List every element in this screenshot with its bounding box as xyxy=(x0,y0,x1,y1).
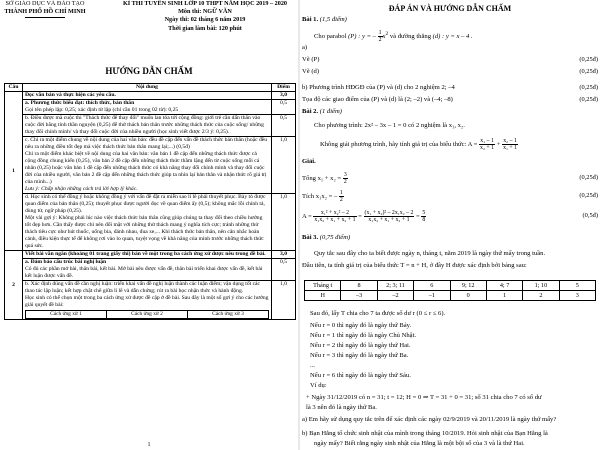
item-body: Một vài gợi ý: Không phải lúc nào việc thách thức bản thân cũng giúp chúng ta thay đổi theo chiều hướng tốt đẹp hơn. Cần thấy được chỉ nên đối mặt với những thử thách mang ý nghĩa tích cực; tránh những thử thách tiêu cực như hút thuốc, uống bia, đánh nhau, đua xe,... Khi thách thức bản thân, nên cân nhắc hoàn cảnh, điều kiện thực tế để không rơi vào lo quan, tuyệt vọng về khả năng của mình trước những thách thức quá sức. xyxy=(25,215,264,249)
numerator: 5 xyxy=(422,210,426,216)
table-row xyxy=(5,100,296,115)
table-cell: 3 xyxy=(559,291,595,301)
statement-text: Cho parabol xyxy=(314,33,347,41)
content-cell xyxy=(23,281,272,320)
approach-header: Cách ứng xử 3 xyxy=(188,311,269,319)
points-cell: 0,5 xyxy=(272,100,296,115)
bai1-heading xyxy=(302,16,598,24)
rule-item: Nếu r = 6 thì ngày đó là ngày thứ Sáu. xyxy=(310,372,411,379)
page-title: HƯỚNG DẪN CHẤM xyxy=(105,66,193,76)
approach-header: Cách ứng xử 1 xyxy=(26,311,107,319)
col-header-question: Câu xyxy=(5,84,23,92)
part-a-label: a) xyxy=(302,44,308,51)
bai3-label: Bài 3. xyxy=(302,234,319,241)
bai3-heading xyxy=(302,234,598,242)
item-note: Lưu ý: Chấp nhận những cách trả lời hợp lý khác. xyxy=(25,186,138,192)
table-row xyxy=(5,194,296,251)
line-formula: (d) : y = x – 4 . xyxy=(432,33,473,41)
content-cell: b. Điều được mà cuộc thi "Thách thức để thay đổi" muốn lan tỏa tới cộng đồng: giới trẻ cần dấn thân vào cuộc đời bằng tinh thần nguyện (0,25) để thử thách bản thân trước những thách thức của cuộc sống/ những thay đổi chính mình/ và thay đổi cuộc đời của nhiều người (học sinh viết được 2/3 ý: 0,25). xyxy=(23,115,272,137)
item-body: Có đủ các phần mở bài, thân bài, kết bài. Mở bài nêu được vấn đề, thân bài triển khai được vấn đề, kết bài kết luận được vấn đề. xyxy=(25,266,263,279)
table-cell: 0 xyxy=(450,291,486,301)
product-text: Tích x₁x₂ = – xyxy=(302,193,338,201)
exam-date: Ngày thi: 02 tháng 6 năm 2019 xyxy=(164,16,246,24)
question-b-cont: ngày mấy? Biết rằng ngày sinh nhật của Hằng là một bội số của 3 và là thứ Hai. xyxy=(314,440,525,447)
answer-key-title: ĐÁP ÁN VÀ HƯỚNG DẪN CHẤM xyxy=(388,4,512,13)
points-cell: 3,0 xyxy=(272,251,296,259)
fraction xyxy=(343,172,348,185)
item-title: a. Đảm bảo cấu trúc bài nghị luận xyxy=(25,259,107,265)
rule-text: Sau đó, lấy T chia cho 7 ta được số dư r (0 ≤ r ≤ 6). xyxy=(310,310,446,317)
points-cell: 1,0 xyxy=(272,194,296,251)
table-cell: –2 xyxy=(377,291,413,301)
bai2-question: Không giải phương trình, hãy tính giá trị của biểu thức: A = $\frac{\text{x₁ – 1}}{\text{x₂ + 1}}$ + $\frac{\text{x₂ – 1}}{\text{x₁ + 1}}$ xyxy=(320,138,518,151)
fraction: $\frac{\text{x₁ – 1}}{\text{x₂ + 1}}$ xyxy=(480,138,495,151)
table-row xyxy=(5,92,296,100)
table-cell: 2; 3; 11 xyxy=(377,281,413,291)
table-cell: 1; 10 xyxy=(523,281,559,291)
draw-p-points: (0,25đ) xyxy=(579,56,598,63)
part-b-points: (0,25đ) xyxy=(579,84,598,91)
question-a: a) Em hãy sử dụng quy tắc trên để xác định các ngày 02/9/2019 và 20/11/2019 là ngày thứ mấy? xyxy=(302,416,557,423)
points-cell: 0,5 xyxy=(272,259,296,281)
content-cell xyxy=(23,100,272,115)
bai3-text-1: Quy tắc sau đây cho ta biết được ngày n, tháng t, năm 2019 là ngày thứ mấy trong tuần. xyxy=(314,250,546,257)
denominator: 2 xyxy=(339,197,343,203)
table-row xyxy=(5,251,296,259)
part-b-points-2: (0,25đ) xyxy=(579,96,598,103)
numerator: 1 xyxy=(339,190,343,196)
approach-header: Cách ứng xử 2 xyxy=(107,311,188,319)
table-cell: 2 xyxy=(523,291,559,301)
bai2-statement: Cho phương trình: 2x² – 3x – 1 = 0 có 2 nghiệm là x₁, x₂. xyxy=(314,122,465,129)
item-body: b. Xác định đúng vấn đề cần nghị luận: triển khai vấn đề nghị luận thành các luận điểm; vận dụng tốt các thao tác lập luận; kết hợp chặt chẽ giữa lí lẽ và dẫn chứng; rút ra bài học nhận thức và hành động. xyxy=(25,281,261,294)
table-row xyxy=(5,137,296,194)
grading-table xyxy=(4,83,296,320)
expression-label: A = xyxy=(467,141,478,149)
table-row xyxy=(305,281,596,291)
row-label: Tháng t xyxy=(305,281,341,291)
bai2-points: (1 điểm) xyxy=(319,108,342,115)
h-lookup-table xyxy=(304,280,596,301)
table-row xyxy=(5,281,296,320)
item-body: c. Chỉ ra một điểm chung về nội dung của hai văn bản: đều đề cập đến vấn đề thách thức bản thân (hoặc đều nêu ra những điều tốt đẹp mà việc thách thức bản thân mang lại;...) (0,5đ) xyxy=(25,137,268,150)
fraction xyxy=(339,190,344,203)
example-line-2: là 3 nên đó là ngày thứ Ba. xyxy=(306,404,377,411)
fraction: $\frac{\text{(x₁ + x₂)² – 2x₁x₂ – 2}}{\text{x₁x₂ + x₁ + x₂ + 1}}$ xyxy=(364,210,414,223)
bai3-text-2: Đầu tiên, ta tính giá trị của biểu thức T = n + H, ở đây H được xác định bởi bảng sau: xyxy=(302,262,527,269)
rule-item: ... xyxy=(310,362,315,369)
exam-title: KÌ THI TUYỂN SINH LỚP 10 THPT NĂM HỌC 2019 – 2020 xyxy=(122,0,288,7)
row-label: H xyxy=(305,291,341,301)
question-b: b) Bạn Hằng tổ chức sinh nhật của mình trong tháng 10/2019. Hỏi sinh nhật của Bạn Hằng là xyxy=(302,430,548,437)
sum-text: Tổng x₁ + x₂ = xyxy=(302,175,342,183)
numerator: 3 xyxy=(343,172,347,178)
issuing-org-header xyxy=(0,0,90,18)
table-cell: –3 xyxy=(341,291,377,301)
product-line xyxy=(302,190,598,203)
final-points: (0,5đ) xyxy=(582,212,598,219)
table-cell: 8 xyxy=(341,281,377,291)
parabol-formula: (P) : y = – xyxy=(348,33,376,41)
rule-item: Nếu r = 3 thì ngày đó là ngày thứ Ba. xyxy=(310,352,409,359)
draw-d: Vẽ (d) xyxy=(302,68,320,75)
table-cell: 6 xyxy=(414,281,450,291)
question-number: 1 xyxy=(5,92,23,251)
example-label: Ví dụ: xyxy=(310,382,327,389)
question-text: Không giải phương trình, hãy tính giá trị của biểu thức: xyxy=(320,141,467,149)
item-body: Gọi tên phép lập: 0,25; xác định từ lập (chỉ cần 01 trong 02 từ): 0,25 xyxy=(25,107,179,113)
table-cell: 4; 7 xyxy=(486,281,522,291)
page-number: 1 xyxy=(147,442,151,448)
bai2-heading xyxy=(302,108,598,116)
fraction xyxy=(421,210,426,223)
section-heading: Viết bài văn ngắn (khoảng 01 trang giấy thi) bàn về một trong ba cách ứng xử được nêu trong đề bài. xyxy=(23,251,272,259)
fraction: $\frac{\text{x₁² + x₂² – 2}}{\text{x₁x₂ + x₁ + x₂ + 1}}$ xyxy=(314,210,356,223)
rule-item: Nếu r = 1 thì ngày đó là ngày Chủ Nhật. xyxy=(310,332,417,339)
bai1-label: Bài 1. xyxy=(302,16,319,23)
draw-p: Vẽ (P) xyxy=(302,56,320,63)
item-body: Học sinh có thể chọn một trong ba cách ứng xử được đề cập ở đề bài. Sau đây là một số gợi ý cho các hướng giải quyết đề bài: xyxy=(25,295,269,308)
points-cell: 0,5 xyxy=(272,115,296,137)
content-cell xyxy=(23,137,272,194)
table-cell: 1 xyxy=(486,291,522,301)
denominator: 2 xyxy=(343,179,347,185)
item-title: a. Phương thức biểu đạt: thích thức, bản thân xyxy=(25,100,135,106)
denominator: 2 xyxy=(378,37,382,44)
section-heading: Đọc văn bản và thực hiện các yêu cầu. xyxy=(23,92,272,100)
sum-points: (0,25đ) xyxy=(579,174,598,181)
table-header-row xyxy=(5,84,296,92)
part-b-line: b) Phương trình HĐGĐ của (P) và (d) cho 2 nghiệm 2; –4 xyxy=(302,84,455,91)
points-cell: 1,0 xyxy=(272,137,296,194)
approach-table xyxy=(25,310,269,319)
header-divider xyxy=(25,17,65,18)
part-b-line-2: Tọa độ các giao điểm của (P) và (d) là (2; –2) và (–4; –8) xyxy=(302,96,453,103)
rule-item: Nếu r = 2 thì ngày đó là ngày thứ Hai. xyxy=(310,342,411,349)
bai1-points: (1,5 điểm) xyxy=(319,16,347,23)
grading-guide-page xyxy=(0,0,298,450)
bai1-statement: Cho parabol (P) : y = – $\frac{1}{2}$ $x^2$ và đường thẳng (d) : y = x – 4 . xyxy=(314,30,473,44)
answer-key-page xyxy=(300,0,600,450)
points-cell: 1,0 xyxy=(272,281,296,320)
bai2-label: Bài 2. xyxy=(302,108,319,115)
exam-header xyxy=(112,0,298,33)
numerator: 1 xyxy=(378,30,382,37)
statement-text: và đường thẳng xyxy=(389,33,431,41)
solution-label xyxy=(302,158,598,166)
product-points: (0,25đ) xyxy=(579,192,598,199)
table-cell: 9; 12 xyxy=(450,281,486,291)
content-cell xyxy=(23,194,272,251)
question-number: 2 xyxy=(5,251,23,320)
item-body: d. Học sinh có thể đồng ý hoặc không đồng ý với vấn đề đặt ra miễn sao lí lẽ phải thuyết phục. Bày tỏ được quan điểm của bản thân (0,25); thuyết phục được người đọc về quan điểm ấy (0,5); không mắc lỗi chính tả, dùng từ, ngữ pháp (0,25). xyxy=(25,194,266,214)
example-line-1: + Ngày 31/12/2019 có n = 31; t = 12; H = 0 ⇒ T = 31 + 0 = 31; số 31 chia cho 7 có số dư xyxy=(306,394,542,401)
bai3-points: (0,75 điểm) xyxy=(319,234,351,241)
rule-item: Nếu r = 0 thì ngày đó là ngày thứ Bảy. xyxy=(310,322,412,329)
table-row xyxy=(5,115,296,137)
exam-subject: Môn thi: NGỮ VĂN xyxy=(178,8,232,16)
fraction: $\frac{\text{x₂ – 1}}{\text{x₁ + 1}}$ xyxy=(503,138,518,151)
sum-line xyxy=(302,172,598,185)
solution-heading: Giải. xyxy=(302,158,316,165)
points-cell: 3,0 xyxy=(272,92,296,100)
exam-duration: Thời gian làm bài: 120 phút xyxy=(168,24,242,32)
denominator: 8 xyxy=(422,217,426,223)
org-line-1: SỞ GIÁO DỤC VÀ ĐÀO TẠO xyxy=(5,0,85,7)
item-body: Chỉ ra một điểm khác biệt về nội dung của hai văn bản: văn bản 1 đề cập đến những thách thức được cả cộng đồng chung kiến (0,25), văn bản 2 đề cập đến những thách thức thầm lặng đến từ cuộc sống mỗi cá nhân (0,25) hoặc văn bản 1 đề cập đến những thách thức có khả năng thay đổi chính mình và thay đổi cuộc đời của nhiều người, văn bản 2 đề cập đến những thách thức giúp ta nhìn lại bản thân và nhận thức rõ giá trị của mình...) xyxy=(25,151,267,185)
table-cell: –1 xyxy=(414,291,450,301)
table-row xyxy=(305,291,596,301)
col-header-points: Điểm xyxy=(272,84,296,92)
table-cell: 5 xyxy=(559,281,595,291)
org-line-2: THÀNH PHỐ HỒ CHÍ MINH xyxy=(4,8,86,15)
draw-d-points: (0,25đ) xyxy=(579,68,598,75)
col-header-content: Nội dung xyxy=(23,84,272,92)
table-row xyxy=(5,259,296,281)
final-expression: A = $\frac{\text{x₁² + x₂² – 2}}{\text{x₁x₂ + x₁ + x₂ + 1}}$ = $\frac{\text{(x₁ + x₂)² – 2x₁x₂ – 2}}{\text{x₁x₂ + x₁ + x₂ + 1}}$ = $\frac{5}{8}$ xyxy=(302,210,426,223)
content-cell xyxy=(23,259,272,281)
